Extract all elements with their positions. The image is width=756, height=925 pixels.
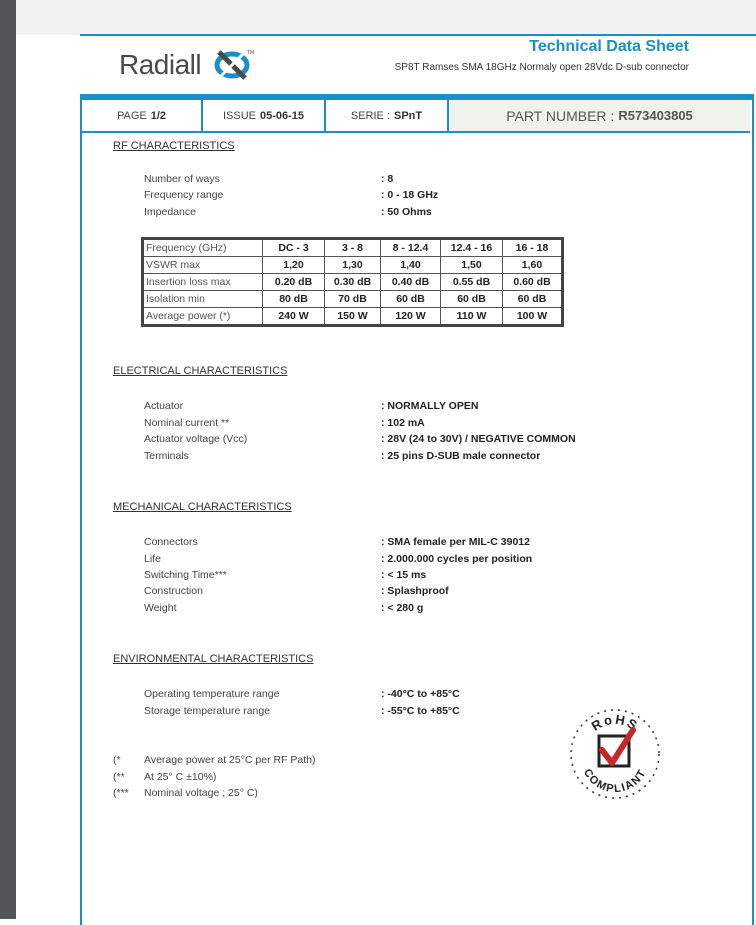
electrical-heading: ELECTRICAL CHARACTERISTICS [113, 365, 288, 377]
spec-row: Number of ways : 8 [144, 173, 394, 185]
info-bar [82, 100, 750, 133]
table-row: Insertion loss max 0.20 dB 0.30 dB 0.40 dB 0.55 dB 0.60 dB [143, 274, 563, 291]
viewer-background [16, 0, 756, 35]
spec-row: Nominal current ** : 102 mA [144, 417, 425, 429]
spec-row: Impedance : 50 Ohms [144, 206, 432, 218]
spec-row: Connectors : SMA female per MIL-C 39012 [144, 536, 530, 548]
spec-row: Life : 2.000.000 cycles per position [144, 553, 533, 565]
logo-swirl-icon [213, 48, 251, 82]
spec-row: Switching Time*** : < 15 ms [144, 569, 427, 581]
trademark: TM [247, 50, 255, 56]
spec-row: Operating temperature range : -40°C to +85°C [144, 688, 460, 700]
table-row: VSWR max 1,20 1,30 1,40 1,50 1,60 [143, 257, 563, 274]
spec-row: Storage temperature range : -55°C to +85°C [144, 705, 460, 717]
radiall-logo [119, 48, 259, 82]
table-row: Isolation min 80 dB 70 dB 60 dB 60 dB 60 dB [143, 291, 563, 308]
mechanical-heading: MECHANICAL CHARACTERISTICS [113, 501, 292, 513]
document-title: Technical Data Sheet [529, 38, 689, 55]
rf-performance-table [141, 237, 564, 327]
spec-row: Terminals : 25 pins D-SUB male connector [144, 450, 541, 462]
footnote: (* Average power at 25°C per RF Path) [113, 754, 316, 766]
spec-row: Weight : < 280 g [144, 602, 424, 614]
spec-row: Actuator : NORMALLY OPEN [144, 400, 479, 412]
part-number-cell: PART NUMBER : R573403805 [449, 100, 750, 131]
document-subtitle: SP8T Ramses SMA 18GHz Normaly open 28Vdc D-sub connector [394, 62, 689, 73]
spec-row: Frequency range : 0 - 18 GHz [144, 189, 439, 201]
footnote: (** At 25° C ±10%) [113, 771, 217, 783]
spec-row: Construction : Splashproof [144, 585, 449, 597]
svg-text:COMPLIANT: COMPLIANT [580, 766, 650, 796]
spec-row: Actuator voltage (Vcc) : 28V (24 to 30V) / NEGATIVE COMMON [144, 433, 576, 445]
table-row: Average power (*) 240 W 150 W 120 W 110 W 100 W [143, 308, 563, 326]
viewer-gutter [0, 0, 16, 919]
svg-text:RoHS: RoHS [588, 711, 642, 734]
serie-cell: SERIE : SPnT [326, 100, 449, 131]
environmental-heading: ENVIRONMENTAL CHARACTERISTICS [113, 653, 314, 665]
page-cell: PAGE 1/2 [82, 100, 203, 131]
footnote: (*** Nominal voltage ; 25° C) [113, 787, 258, 799]
logo-text: Radiall [119, 49, 202, 80]
header-rule [80, 34, 756, 36]
issue-cell: ISSUE 05-06-15 [203, 100, 326, 131]
table-row: Frequency (GHz) DC - 3 3 - 8 8 - 12.4 12.4 - 16 16 - 18 [143, 239, 563, 257]
rohs-compliant-icon [567, 706, 663, 802]
rf-heading: RF CHARACTERISTICS [113, 140, 235, 152]
